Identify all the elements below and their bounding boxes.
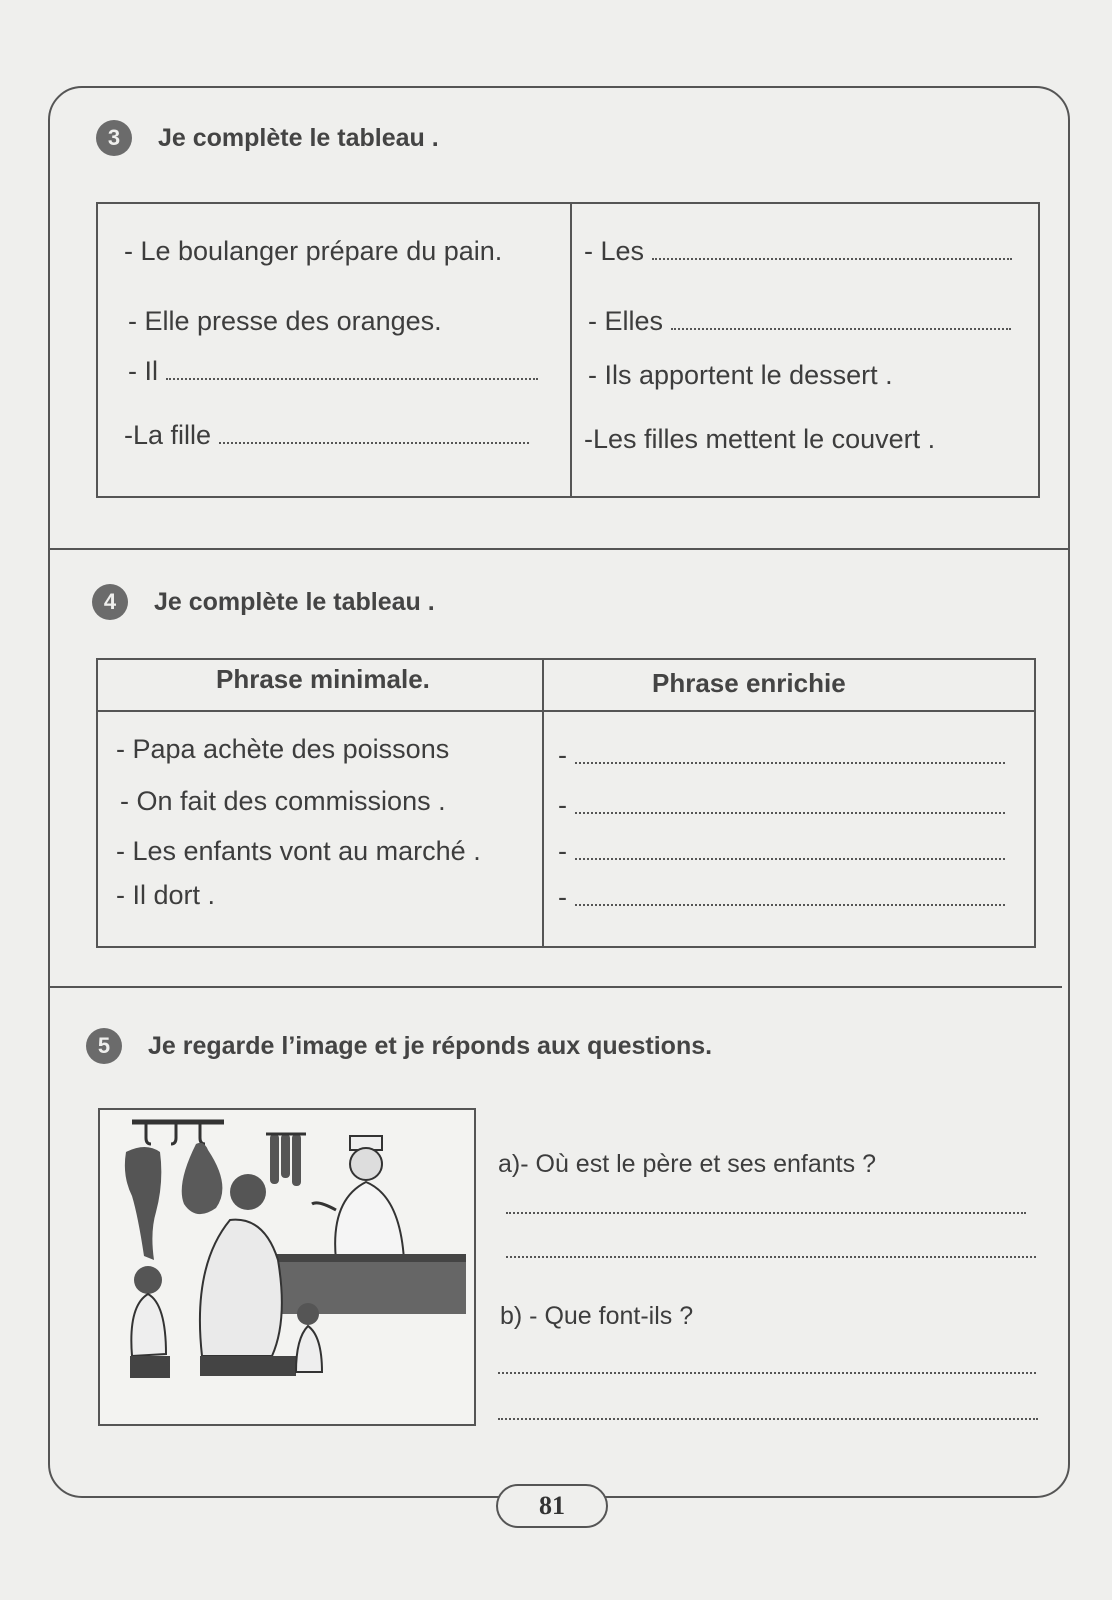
answer-line-a-1[interactable] xyxy=(506,1212,1026,1214)
ex3-left-row-1: - Le boulanger prépare du pain. xyxy=(124,236,503,266)
ex4-minimal-row-3: - Les enfants vont au marché . xyxy=(116,836,481,866)
exercise-4-title: Je complète le tableau . xyxy=(154,587,435,616)
exercise-3-title: Je complète le tableau . xyxy=(158,123,439,152)
ex4-minimal-row-1: - Papa achète des poissons xyxy=(116,734,450,764)
ex4-enrichie-row-3: - xyxy=(558,836,1005,867)
column-header-minimal: Phrase minimale. xyxy=(216,664,430,694)
ex3-right-row-1: - Les xyxy=(584,236,1012,267)
ex4-enrichie-row-4: - xyxy=(558,882,1005,913)
ex4-minimal-row-4: - Il dort . xyxy=(116,880,216,910)
question-a: a)- Où est le père et ses enfants ? xyxy=(498,1150,876,1178)
answer-line-a-2[interactable] xyxy=(506,1256,1036,1258)
question-b: b) - Que font-ils ? xyxy=(500,1302,694,1330)
butcher-scene-image xyxy=(100,1110,474,1424)
answer-blank[interactable] xyxy=(219,424,529,444)
ex4-enrichie-row-2: - xyxy=(558,790,1005,821)
answer-blank[interactable] xyxy=(652,240,1012,260)
exercise-3-number: 3 xyxy=(96,120,132,156)
ex3-left-row-3: - Il xyxy=(128,356,538,387)
ex3-right-row-3: - Ils apportent le dessert . xyxy=(588,360,893,390)
ex3-right-row-2: - Elles xyxy=(588,306,1011,337)
exercise-5-number: 5 xyxy=(86,1028,122,1064)
section-divider xyxy=(50,548,1068,550)
ex3-left-row-4: -La fille xyxy=(124,420,529,451)
ex3-right-row-4: -Les filles mettent le couvert . xyxy=(584,424,936,454)
exercise-5-heading xyxy=(86,1028,712,1064)
exercise-4-heading xyxy=(92,584,435,620)
answer-blank[interactable] xyxy=(166,360,538,380)
ex3-left-row-2: - Elle presse des oranges. xyxy=(128,306,442,336)
ex4-enrichie-row-1: - xyxy=(558,740,1005,771)
page-number: 81 xyxy=(496,1484,608,1528)
exercise-5-title: Je regarde l’image et je réponds aux questions. xyxy=(148,1031,713,1060)
answer-line-b-1[interactable] xyxy=(498,1372,1036,1374)
answer-blank[interactable] xyxy=(575,744,1005,764)
exercise-4-number: 4 xyxy=(92,584,128,620)
section-divider xyxy=(50,986,1062,988)
answer-blank[interactable] xyxy=(671,310,1011,330)
answer-blank[interactable] xyxy=(575,886,1005,906)
ex4-minimal-row-2: - On fait des commissions . xyxy=(120,786,446,816)
butcher-shop-illustration xyxy=(98,1108,476,1426)
answer-line-b-2[interactable] xyxy=(498,1418,1038,1420)
answer-blank[interactable] xyxy=(575,794,1005,814)
exercise-3-heading xyxy=(96,120,439,156)
column-header-enrichie: Phrase enrichie xyxy=(652,668,846,698)
answer-blank[interactable] xyxy=(575,840,1005,860)
